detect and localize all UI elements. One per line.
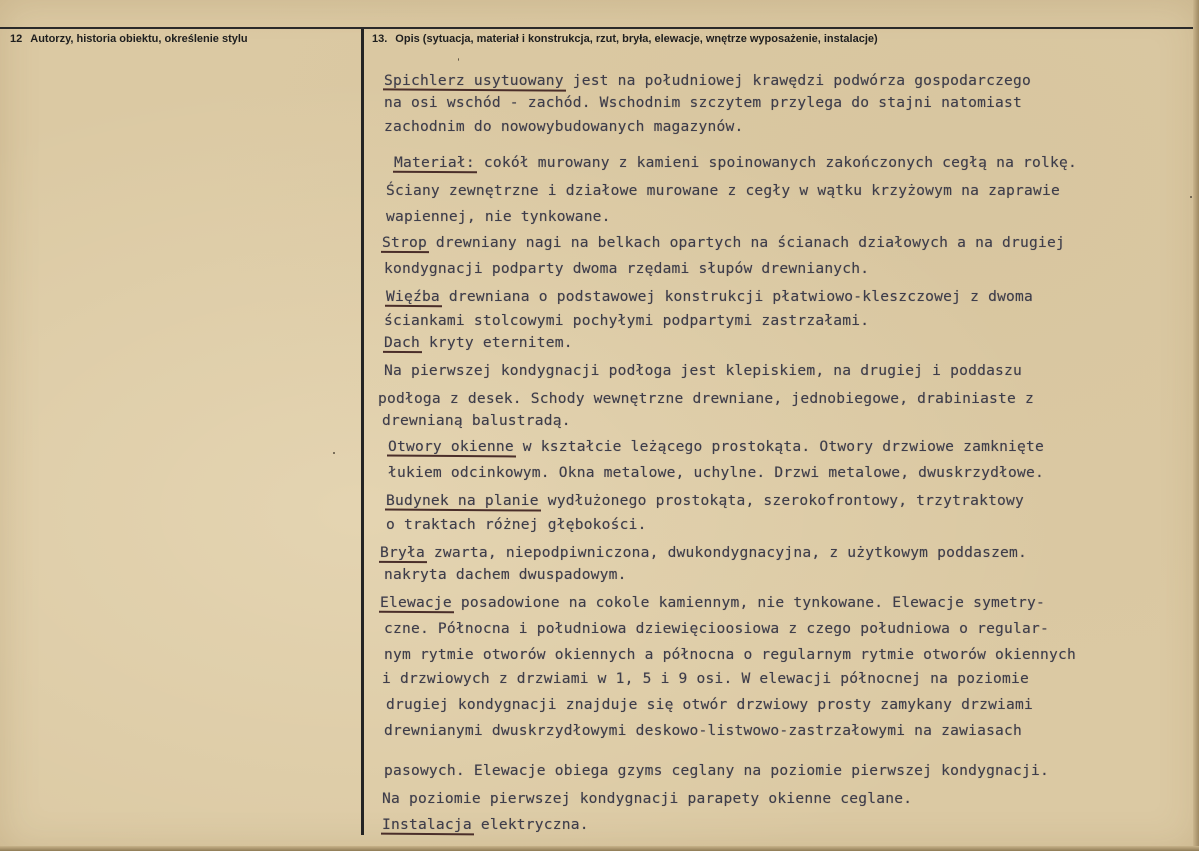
line-text: jest na południowej krawędzi podwórza gospodarczego xyxy=(563,72,1032,89)
underlined-keyword: Strop xyxy=(382,234,427,251)
line-text: kryty eternitem. xyxy=(419,334,573,351)
section-13-header xyxy=(372,33,878,45)
text-line xyxy=(384,94,1022,111)
text-line xyxy=(384,762,1049,779)
text-line xyxy=(384,722,1022,739)
line-text: nakryta dachem dwuspadowym. xyxy=(384,566,627,583)
line-text: cokół murowany z kamieni spoinowanych zakończonych cegłą na rolkę. xyxy=(474,154,1077,171)
line-text: pasowych. Elewacje obiega gzyms ceglany na poziomie pierwszej kondygnacji. xyxy=(384,762,1049,779)
underlined-keyword: Spichlerz usytuowany xyxy=(384,72,564,89)
text-line xyxy=(384,646,1076,663)
text-line xyxy=(382,234,1065,251)
paper-speck xyxy=(458,58,459,61)
section-12-number: 12 xyxy=(10,33,23,45)
text-line xyxy=(386,696,1033,713)
line-text: drewnianą balustradą. xyxy=(382,412,571,429)
text-line xyxy=(388,438,1044,455)
text-line xyxy=(386,492,1024,509)
text-line xyxy=(380,594,1045,611)
text-line xyxy=(384,620,1049,637)
underlined-keyword: Budynek na planie xyxy=(386,492,539,509)
line-text: drewniany nagi na belkach opartych na ścianach działowych a na drugiej xyxy=(426,234,1065,251)
line-text: wapiennej, nie tynkowane. xyxy=(386,208,611,225)
line-text: o traktach różnej głębokości. xyxy=(386,516,647,533)
text-line xyxy=(384,118,743,135)
header-rule xyxy=(0,27,1199,29)
section-13-number: 13. xyxy=(372,33,388,45)
line-text: kondygnacji podparty dwoma rzędami słupów drewnianych. xyxy=(384,260,870,277)
text-line xyxy=(380,544,1027,561)
text-line xyxy=(382,412,571,429)
underlined-keyword: Elewacje xyxy=(380,594,452,611)
text-line xyxy=(384,312,869,329)
text-line xyxy=(386,516,647,533)
underlined-keyword: Materiał: xyxy=(394,154,475,171)
line-text: w kształcie leżącego prostokąta. Otwory drzwiowe zamknięte xyxy=(513,438,1044,455)
line-text: drewniana o podstawowej konstrukcji płatwiowo-kleszczowej z dwoma xyxy=(439,288,1034,305)
line-text: wydłużonego prostokąta, szerokofrontowy, trzytraktowy xyxy=(538,492,1025,509)
text-line xyxy=(386,208,611,225)
text-line xyxy=(384,260,869,277)
underlined-keyword: Bryła xyxy=(380,544,425,561)
line-text: Ściany zewnętrzne i działowe murowane z cegły w wątku krzyżowym na zaprawie xyxy=(386,182,1060,199)
line-text: drugiej kondygnacji znajduje się otwór drzwiowy prosty zamykany drzwiami xyxy=(386,696,1034,713)
text-line xyxy=(384,334,573,351)
underlined-keyword: Otwory okienne xyxy=(388,438,514,455)
text-line xyxy=(388,464,1044,481)
underlined-keyword: Więźba xyxy=(386,288,440,305)
line-text: nym rytmie otworów okiennych a północna o regularnym rytmie otworów okiennych xyxy=(384,646,1076,663)
line-text: i drzwiowych z drzwiami w 1, 5 i 9 osi. W elewacji północnej na poziomie xyxy=(382,670,1030,687)
line-text: podłoga z desek. Schody wewnętrzne drewniane, jednobiegowe, drabiniaste z xyxy=(378,390,1034,407)
card-edge-bottom xyxy=(0,846,1199,851)
text-line xyxy=(386,182,1060,199)
line-text: zachodnim do nowowybudowanych magazynów. xyxy=(384,118,744,135)
line-text: posadowione na cokole kamiennym, nie tynkowane. Elewacje symetry- xyxy=(451,594,1045,611)
line-text: elektryczna. xyxy=(471,816,589,833)
line-text: na osi wschód - zachód. Wschodnim szczytem przylega do stajni natomiast xyxy=(384,94,1023,111)
text-line xyxy=(384,362,1022,379)
line-text: łukiem odcinkowym. Okna metalowe, uchylne. Drzwi metalowe, dwuskrzydłowe. xyxy=(388,464,1044,481)
text-line xyxy=(382,816,589,833)
line-text: drewnianymi dwuskrzydłowymi deskowo-listwowo-zastrzałowymi na zawiasach xyxy=(384,722,1023,739)
paper-speck xyxy=(1190,196,1192,198)
line-text: Na pierwszej kondygnacji podłoga jest klepiskiem, na drugiej i poddaszu xyxy=(384,362,1023,379)
text-line xyxy=(378,390,1034,407)
text-line xyxy=(394,154,1077,171)
column-divider xyxy=(361,29,364,835)
underlined-keyword: Instalacja xyxy=(382,816,472,833)
section-12-header xyxy=(10,33,248,45)
line-text: ściankami stolcowymi pochyłymi podpartymi zastrzałami. xyxy=(384,312,870,329)
section-12-title: Autorzy, historia obiektu, określenie stylu xyxy=(30,33,248,45)
card-edge-right xyxy=(1193,0,1199,851)
text-line xyxy=(384,72,1031,89)
text-line xyxy=(382,790,912,807)
line-text: zwarta, niepodpiwniczona, dwukondygnacyjna, z użytkowym poddaszem. xyxy=(424,544,1028,561)
text-line xyxy=(382,670,1029,687)
text-line xyxy=(384,566,627,583)
text-line xyxy=(386,288,1033,305)
underlined-keyword: Dach xyxy=(384,334,420,351)
line-text: Na poziomie pierwszej kondygnacji parapety okienne ceglane. xyxy=(382,790,913,807)
section-13-title: Opis (sytuacja, materiał i konstrukcja, rzut, bryła, elewacje, wnętrze wyposażenie, instalacje) xyxy=(395,33,878,45)
paper-speck xyxy=(333,452,335,454)
line-text: czne. Północna i południowa dziewięcioosiowa z czego południowa o regular- xyxy=(384,620,1049,637)
